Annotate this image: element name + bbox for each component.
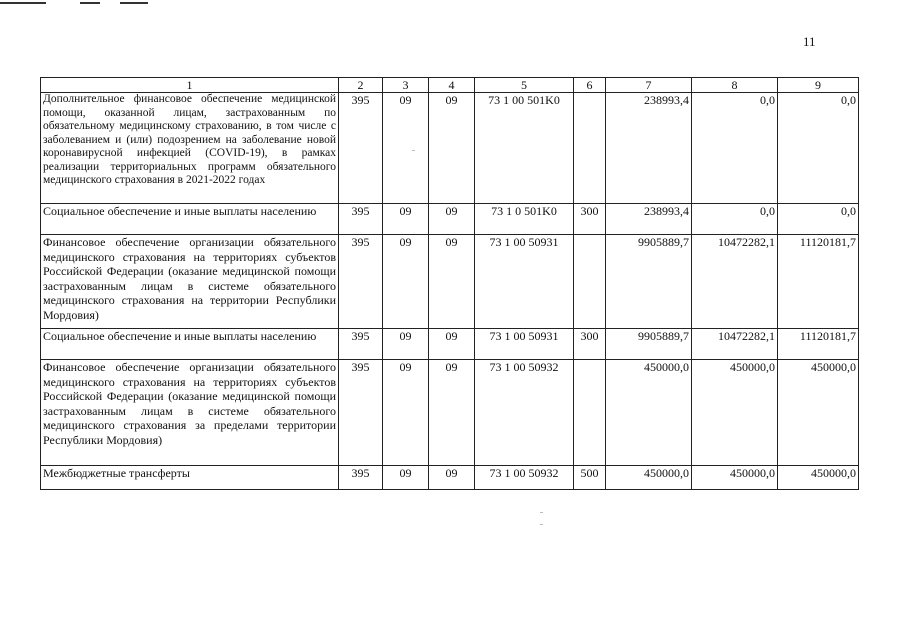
column-header: 5 [475,78,574,93]
amount-cell: 10472282,1 [692,329,778,360]
amount-cell: 9905889,7 [606,329,692,360]
table-row [41,329,859,360]
target-item-cell: 73 1 0 501K0 [475,204,574,235]
subsection-cell: 09 [429,93,475,204]
expense-type-cell: 300 [574,204,606,235]
section-cell: 09 [383,360,429,466]
column-header: 1 [41,78,339,93]
column-header: 3 [383,78,429,93]
subsection-cell: 09 [429,466,475,490]
ministry-code-cell: 395 [339,360,383,466]
ministry-code-cell: 395 [339,466,383,490]
amount-cell: 450000,0 [778,360,859,466]
expense-type-cell [574,235,606,329]
scan-artifact-line [120,2,148,4]
scan-speck [540,524,543,525]
amount-cell: 9905889,7 [606,235,692,329]
column-header: 8 [692,78,778,93]
amount-cell: 450000,0 [606,466,692,490]
scan-artifact-line [0,2,46,4]
section-cell: 09 [383,235,429,329]
target-item-cell: 73 1 00 50931 [475,329,574,360]
target-item-cell: 73 1 00 50932 [475,466,574,490]
table-row [41,360,859,466]
column-header: 9 [778,78,859,93]
column-header: 4 [429,78,475,93]
ministry-code-cell: 395 [339,93,383,204]
target-item-cell: 73 1 00 50932 [475,360,574,466]
amount-cell: 0,0 [778,204,859,235]
subsection-cell: 09 [429,329,475,360]
expense-type-cell [574,93,606,204]
target-item-cell: 73 1 00 501K0 [475,93,574,204]
row-name-cell: Дополнительное финансовое обеспечение медицинской помощи, оказанной лицам, застрахованным по обязательному медицинскому страхованию, в том числе с заболеванием и (или) подозрением на заболевание новой коронавирусной инфекцией (COVID-19), в рамках реализации территориальных программ обязательного медицинского страхования в 2021-2022 годах [41,93,339,204]
row-name-cell: Межбюджетные трансферты [41,466,339,490]
row-name-cell: Социальное обеспечение и иные выплаты населению [41,329,339,360]
amount-cell: 10472282,1 [692,235,778,329]
expense-type-cell: 500 [574,466,606,490]
amount-cell: 238993,4 [606,204,692,235]
ministry-code-cell: 395 [339,329,383,360]
row-name-cell: Финансовое обеспечение организации обязательного медицинского страхования на территориях субъектов Российской Федерации (оказание медицинской помощи застрахованным лицам в системе обязательного медицинского страхования на территории Республики Мордовия) [41,235,339,329]
row-name-cell: Финансовое обеспечение организации обязательного медицинского страхования на территориях субъектов Российской Федерации (оказание медицинской помощи застрахованным лицам в системе обязательного медицинского страхования за пределами территории Республики Мордовия) [41,360,339,466]
amount-cell: 11120181,7 [778,235,859,329]
subsection-cell: 09 [429,235,475,329]
amount-cell: 0,0 [692,204,778,235]
table-header-row [41,78,859,93]
column-header: 7 [606,78,692,93]
section-cell: 09 [383,204,429,235]
scan-speck [412,150,415,151]
amount-cell: 238993,4 [606,93,692,204]
ministry-code-cell: 395 [339,204,383,235]
column-header: 6 [574,78,606,93]
amount-cell: 450000,0 [692,466,778,490]
subsection-cell: 09 [429,360,475,466]
amount-cell: 0,0 [692,93,778,204]
budget-table [40,77,859,490]
subsection-cell: 09 [429,204,475,235]
expense-type-cell: 300 [574,329,606,360]
table-row [41,204,859,235]
table-row [41,93,859,204]
column-header: 2 [339,78,383,93]
scan-speck [540,512,543,513]
row-name-cell: Социальное обеспечение и иные выплаты населению [41,204,339,235]
page-number: 11 [803,34,816,49]
section-cell: 09 [383,466,429,490]
amount-cell: 450000,0 [692,360,778,466]
ministry-code-cell: 395 [339,235,383,329]
expense-type-cell [574,360,606,466]
section-cell: 09 [383,93,429,204]
amount-cell: 450000,0 [778,466,859,490]
amount-cell: 11120181,7 [778,329,859,360]
amount-cell: 450000,0 [606,360,692,466]
table-row [41,466,859,490]
amount-cell: 0,0 [778,93,859,204]
target-item-cell: 73 1 00 50931 [475,235,574,329]
scan-artifact-line [80,2,100,4]
section-cell: 09 [383,329,429,360]
table-row [41,235,859,329]
